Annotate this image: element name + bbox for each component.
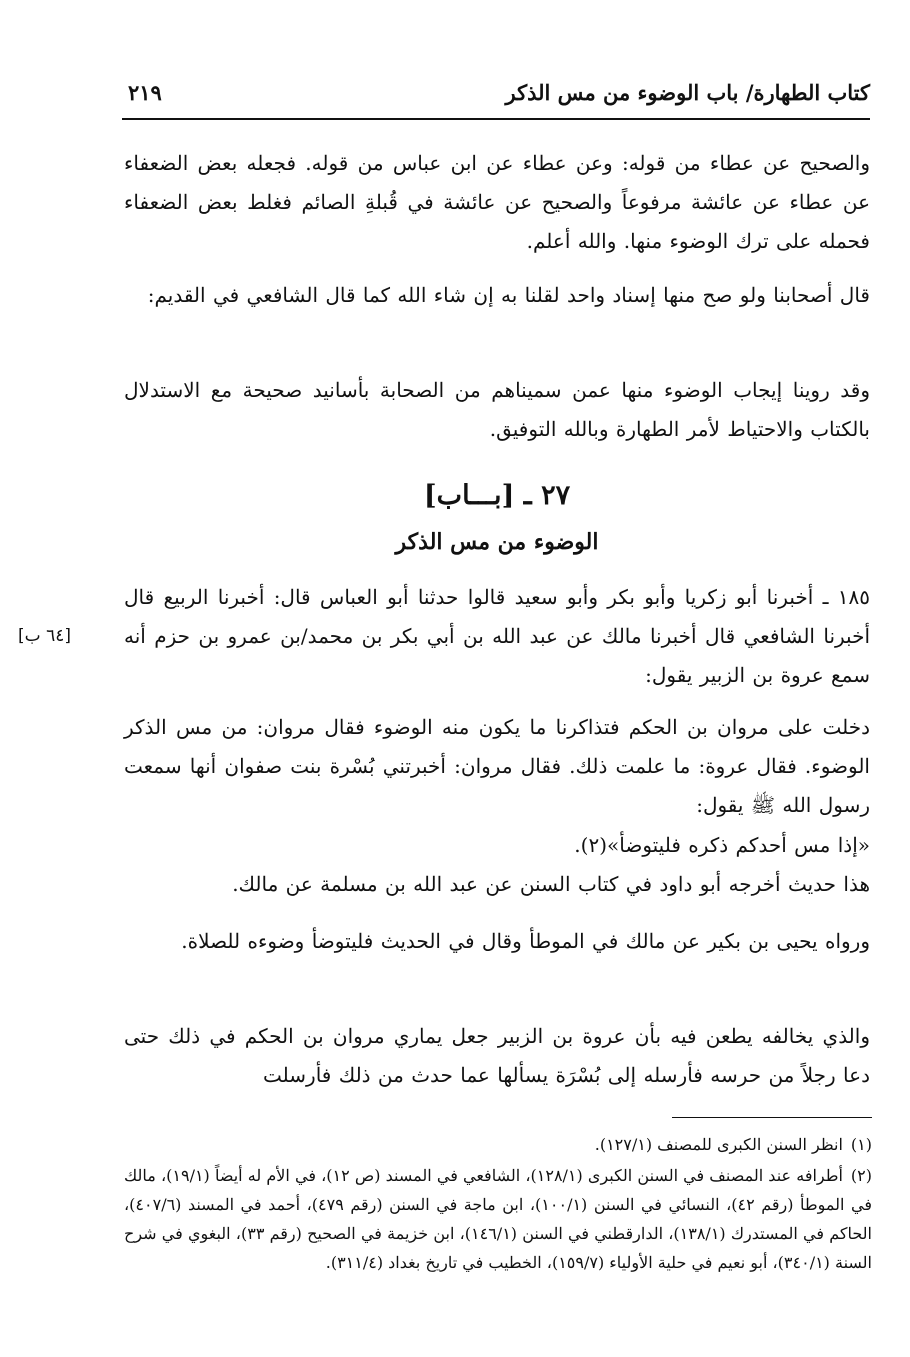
- paragraph-text: دخلت على مروان بن الحكم فتذاكرنا ما يكون منه الوضوء فقال مروان: من مس الذكر الوضوء. فقال عروة: ما علمت ذلك. فقال مروان: أخبرتني بُسْرة بنت صفوان أنها سمعت رسول الله ﷺ يقول:: [124, 715, 870, 817]
- footnote-number: (٢): [850, 1166, 873, 1185]
- running-header: [122, 78, 870, 120]
- paragraph-text: ١٨٥ ـ أخبرنا أبو زكريا وأبو بكر وأبو سعيد قالوا حدثنا أبو العباس قال: أخبرنا الربيع قال أخبرنا الشافعي قال أخبرنا مالك عن عبد الله بن أبي بكر بن محمد/بن عمرو بن حزم أنه سمع عروة بن الزبير يقول:: [124, 585, 870, 687]
- paragraph-text: والصحيح عن عطاء من قوله: وعن عطاء عن ابن عباس من قوله. فجعله بعض الضعفاء عن عطاء عن عائشة مرفوعاً والصحيح عن عائشة في قُبلةِ الصائم فغلط بعض الضعفاء فحمله على ترك الوضوء منها. والله أعلم.: [124, 151, 870, 253]
- page-number: ٢١٩: [128, 80, 162, 105]
- paragraph-text: ورواه يحيى بن بكير عن مالك في الموطأ وقال في الحديث فليتوضأ وضوءه للصلاة.: [181, 929, 870, 953]
- hadith-text: [124, 708, 870, 825]
- footnote-item: [124, 1161, 872, 1277]
- footnote-divider: [672, 1117, 872, 1118]
- hadith-isnad: [124, 578, 870, 695]
- margin-folio-note: [٦٤ ب]: [18, 626, 71, 646]
- paragraph-8: [124, 922, 870, 961]
- footnote-item: [124, 1130, 872, 1159]
- paragraph-text: «إذا مس أحدكم ذكره فليتوضأ»(٢).: [574, 833, 870, 857]
- paragraph-7: [124, 865, 870, 904]
- footnotes: [124, 1130, 872, 1279]
- footnote-text: انظر السنن الكبرى للمصنف (١٢٧/١).: [594, 1135, 843, 1154]
- paragraph-3: [124, 371, 870, 449]
- paragraph-text: وقد روينا إيجاب الوضوء منها عمن سميناهم من الصحابة بأسانيد صحيحة مع الاستدلال بالكتاب والاحتياط لأمر الطهارة وبالله التوفيق.: [124, 378, 870, 441]
- paragraph-2: [124, 276, 870, 315]
- header-title: كتاب الطهارة/ باب الوضوء من مس الذكر: [505, 80, 870, 105]
- paragraph-9: [124, 1017, 870, 1095]
- footnote-number: (١): [850, 1135, 872, 1154]
- paragraph-text: قال أصحابنا ولو صح منها إسناد واحد لقلنا به إن شاء الله كما قال الشافعي في القديم:: [147, 283, 870, 307]
- paragraph-text: هذا حديث أخرجه أبو داود في كتاب السنن عن عبد الله بن مسلمة عن مالك.: [232, 872, 870, 896]
- paragraph-text: والذي يخالفه يطعن فيه بأن عروة بن الزبير جعل يماري مروان بن الحكم في ذلك حتى دعا رجلاً من حرسه فأرسله إلى بُسْرَة يسألها عما حدث من ذلك فأرسلت: [124, 1024, 870, 1087]
- chapter-title: الوضوء من مس الذكر: [395, 529, 599, 555]
- hadith-quote: [124, 826, 870, 865]
- chapter-number-heading: ٢٧ ـ [بـــاب]: [423, 480, 571, 511]
- paragraph-1: [124, 144, 870, 261]
- footnote-text: أطرافه عند المصنف في السنن الكبرى (١٢٨/١)، الشافعي في المسند (ص ١٢)، في الأم له أيضاً (١٩/١)، مالك في الموطأ (رقم ٤٢)، النسائي في السنن (١٠٠/١)، ابن ماجة في السنن (رقم ٤٧٩)، أحمد في المسند (٤٠٧/٦)، الحاكم في المستدرك (١٣٨/١)، الدارقطني في السنن (١٤٦/١)، ابن خزيمة في الصحيح (رقم ٣٣)، البغوي في شرح السنة (٣٤٠/١)، أبو نعيم في حلية الأولياء (١٥٩/٧)، الخطيب في تاريخ بغداد (٣١١/٤).: [124, 1166, 873, 1272]
